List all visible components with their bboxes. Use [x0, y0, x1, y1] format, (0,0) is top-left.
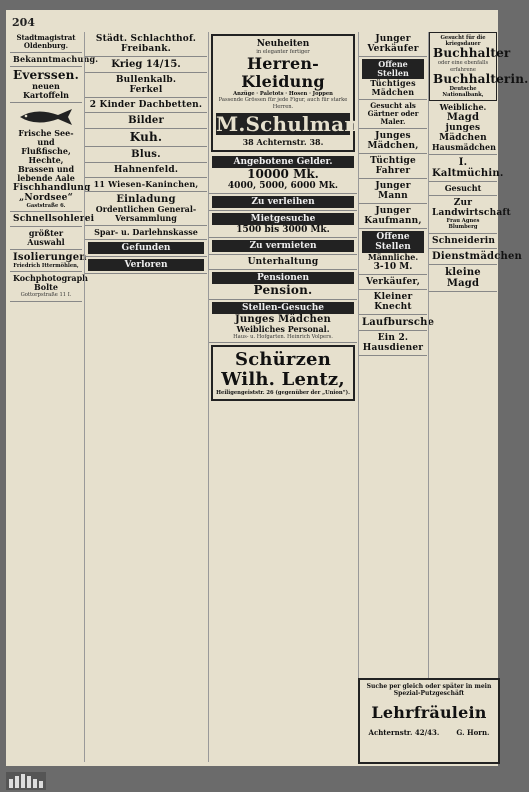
ad-gaertner: Gesucht als Gärtner oder Maler. — [359, 100, 427, 129]
ad-junger-kaufmann: Junger Kaufmann, — [359, 204, 427, 229]
ad-bilder: Bilder — [85, 113, 207, 129]
ad-sparkasse: Spar- u. Darlehnskasse — [85, 226, 207, 240]
column-3 — [208, 32, 374, 762]
ad-photograph: Kochphotograph Bolte Gottorpstraße 11 I. — [10, 272, 82, 301]
section-angebotene-gelder: Angebotene Gelder. 10000 Mk. 4000, 5000, 6000 Mk. — [209, 154, 357, 194]
ad-junger-verkaeufer: Junger Verkäufer — [359, 32, 427, 57]
fish-icon — [16, 107, 76, 127]
ad-schnellsohlerei: Schnellsohlerei — [10, 212, 82, 227]
section-zu-vermieten: Zu vermieten — [209, 238, 357, 255]
section-offene-stellen-2: Offene Stellen Männliche. 3-10 M. — [359, 229, 427, 275]
ad-isolierungen: Isolierungen Friedrich Ittermöhlen, — [10, 250, 82, 272]
section-gefunden: Gefunden — [85, 240, 207, 257]
ad-einladung: Einladung Ordentlichen General-Versammlung — [85, 192, 207, 226]
section-weibliche: Weibliche. Magd junges Mädchen Hausmädchen — [429, 101, 497, 155]
ad-horn-lehrfraeulein: Suche per gleich oder später in mein Spezial-Putzgeschäft Lehrfräulein Achternstr. 42/43. G. Horn. — [358, 678, 500, 764]
ad-junges-maedchen: Junges Mädchen, — [359, 129, 427, 154]
ad-kaltmuechin: I. Kaltmüchin. — [429, 155, 497, 182]
section-stellen-gesuche: Stellen-Gesuche Junges Mädchen Weibliches Personal. Haus- u. Hofgarten. Heinrich Volpers. — [209, 300, 357, 343]
page-number: 204 — [12, 16, 35, 29]
ad-lentz-schuerzen: Schürzen Wilh. Lentz, Heiligengeiststr. 26 (gegenüber der „Union“). — [211, 345, 355, 401]
ad-kleine-magd: kleine Magd — [429, 265, 497, 292]
ad-everssen: Everssen. neuen Kartoffeln — [10, 67, 82, 103]
ad-fahrer: Tüchtige Fahrer — [359, 154, 427, 179]
ad-freibank: Städt. Schlachthof. Freibank. — [85, 32, 207, 57]
ad-gesucht: Gesucht — [429, 182, 497, 196]
ad-blus: Blus. — [85, 147, 207, 163]
column-5 — [428, 32, 529, 762]
ad-stadtmagistrat: Stadtmagistrat Oldenburg. — [10, 32, 82, 53]
newspaper-page — [6, 10, 529, 766]
ad-hausdiener: Ein 2. Hausdiener — [359, 331, 427, 356]
section-offene-stellen-1: Offene Stellen Tüchtiges Mädchen — [359, 57, 427, 100]
ad-buchhalter: Gesucht für die kriegsdauer Buchhalter oder eine ebenfalls erfahrene Buchhalterin. Deutsche Nationalbank, — [429, 32, 497, 101]
ad-dienstmaedchen: Dienstmädchen — [429, 249, 497, 265]
ad-kuh: Kuh. — [85, 129, 207, 147]
ad-unterhaltung: Unterhaltung — [209, 255, 357, 270]
ad-schulmann: Neuheiten in eleganter fertiger Herren-Kleidung Anzüge · Paletots · Hosen · Joppen Passende Grössen für jede Figur, auch für starke Herren. M.Schulmann 38 Achternstr. 38. — [211, 34, 355, 152]
ad-schneiderin: Schneiderin — [429, 234, 497, 249]
ad-kleiner-knecht: Kleiner Knecht — [359, 290, 427, 315]
column-1 — [10, 32, 99, 762]
ad-laufbursche: Laufbursche — [359, 315, 427, 331]
ad-krieg: Krieg 14/15. — [85, 57, 207, 73]
ad-hahnenfeld: Hahnenfeld. — [85, 163, 207, 178]
ad-verkaeufer: Verkäufer, — [359, 275, 427, 290]
ad-dachbetten: 2 Kinder Dachbetten. — [85, 98, 207, 113]
ad-junger-mann: Junger Mann — [359, 179, 427, 204]
section-verloren: Verloren — [85, 257, 207, 274]
section-mietgesuche: Mietgesuche 1500 bis 3000 Mk. — [209, 211, 357, 238]
section-zu-verleihen: Zu verleihen — [209, 194, 357, 211]
column-2 — [84, 32, 207, 762]
ad-bekanntmachung: Bekanntmachung. — [10, 53, 82, 67]
ad-fischhandlung: Frische See- und Flußfische, Hechte, Brassen und lebende Aale Fischhandlung „Nordsee“ Gaststraße 6. — [10, 103, 82, 212]
ad-landwirtschaft: Zur Landwirtschaft Frau Agnes Blumberg — [429, 196, 497, 233]
ad-bullenkalb: Bullenkalb. Ferkel — [85, 73, 207, 98]
ad-auswahl: größter Auswahl — [10, 227, 82, 250]
ad-kaninchen: 11 Wiesen-Kaninchen, — [85, 178, 207, 192]
footer-strip — [0, 770, 504, 792]
library-logo-icon — [6, 772, 46, 790]
section-pensionen: Pensionen Pension. — [209, 270, 357, 300]
